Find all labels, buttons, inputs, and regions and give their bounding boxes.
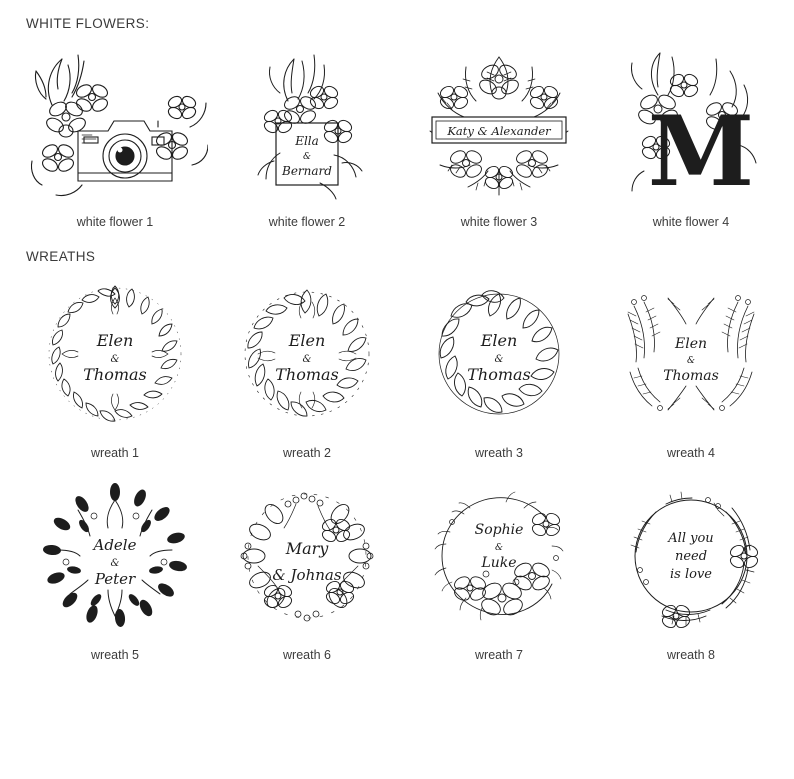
item-caption: wreath 2 — [283, 446, 331, 460]
wreaths-grid-row-2 — [22, 470, 772, 672]
catalog-item[interactable] — [406, 470, 592, 672]
item-caption: wreath 6 — [283, 648, 331, 662]
section-heading-wreaths: WREATHS — [26, 249, 96, 264]
wreath-poppy-art — [406, 470, 592, 646]
wreath-laurel-art — [406, 268, 592, 444]
svg-text:Mary: Mary — [285, 539, 329, 558]
wreath-dense-leaf-art — [214, 268, 400, 444]
svg-text:need: need — [674, 549, 708, 564]
svg-text:Elen: Elen — [96, 331, 134, 350]
catalog-item[interactable] — [22, 35, 208, 243]
wreath-leafy-round-art — [22, 268, 208, 444]
catalog-item[interactable] — [214, 268, 400, 470]
svg-text:&: & — [686, 356, 696, 366]
svg-text:&: & — [302, 152, 312, 162]
item-caption: white flower 1 — [76, 215, 154, 229]
white-flowers-grid — [22, 35, 772, 243]
catalog-item[interactable] — [22, 268, 208, 470]
svg-text:&: & — [302, 354, 312, 365]
svg-text:Ella: Ella — [295, 134, 319, 148]
catalog-item[interactable] — [22, 470, 208, 672]
catalog-item[interactable] — [598, 268, 784, 470]
item-caption: wreath 8 — [667, 648, 715, 662]
svg-text:All you: All you — [668, 531, 714, 546]
svg-text:Sophie: Sophie — [474, 522, 524, 538]
svg-text:Thomas: Thomas — [83, 365, 147, 384]
camera-floral-art — [22, 35, 208, 213]
wreath-berry-floral-art — [214, 470, 400, 646]
catalog-item[interactable] — [598, 35, 784, 243]
svg-text:is love: is love — [670, 567, 712, 582]
item-caption: wreath 1 — [91, 446, 139, 460]
svg-text:&: & — [110, 354, 120, 365]
item-caption: white flower 4 — [652, 215, 730, 229]
monogram-floral-art — [598, 35, 784, 213]
catalog-item[interactable] — [598, 470, 784, 672]
section-heading-white-flowers: WHITE FLOWERS: — [26, 16, 150, 31]
svg-text:&: & — [494, 543, 504, 553]
monogram-letter: M — [647, 95, 755, 208]
item-caption: white flower 3 — [460, 215, 538, 229]
catalog-item[interactable] — [406, 35, 592, 243]
catalog-item[interactable] — [214, 470, 400, 672]
wreaths-grid-row-1 — [22, 268, 772, 470]
svg-text:Elen: Elen — [675, 336, 707, 352]
svg-text:Thomas: Thomas — [275, 365, 339, 384]
svg-text:Katy & Alexander: Katy & Alexander — [447, 124, 551, 138]
svg-text:Bernard: Bernard — [282, 164, 332, 178]
svg-text:Elen: Elen — [480, 331, 518, 350]
frame-floral-art — [214, 35, 400, 213]
wreath-thin-ring-art — [598, 470, 784, 646]
catalog-item[interactable] — [214, 35, 400, 243]
item-caption: wreath 7 — [475, 648, 523, 662]
svg-text:&: & — [110, 558, 120, 569]
svg-text:Luke: Luke — [481, 555, 517, 571]
item-caption: wreath 4 — [667, 446, 715, 460]
svg-text:Peter: Peter — [94, 570, 136, 588]
svg-text:& Johnas: & Johnas — [272, 566, 342, 584]
wreath-bold-foliage-art — [22, 470, 208, 646]
svg-text:&: & — [494, 354, 504, 365]
svg-text:Elen: Elen — [288, 331, 326, 350]
svg-text:Thomas: Thomas — [467, 365, 531, 384]
wreath-sparse-branch-art — [598, 268, 784, 444]
svg-text:Adele: Adele — [93, 536, 137, 554]
catalog-item[interactable] — [406, 268, 592, 470]
round-floral-banner-art — [406, 35, 592, 213]
item-caption: wreath 5 — [91, 648, 139, 662]
item-caption: white flower 2 — [268, 215, 346, 229]
svg-text:Thomas: Thomas — [663, 368, 719, 384]
item-caption: wreath 3 — [475, 446, 523, 460]
